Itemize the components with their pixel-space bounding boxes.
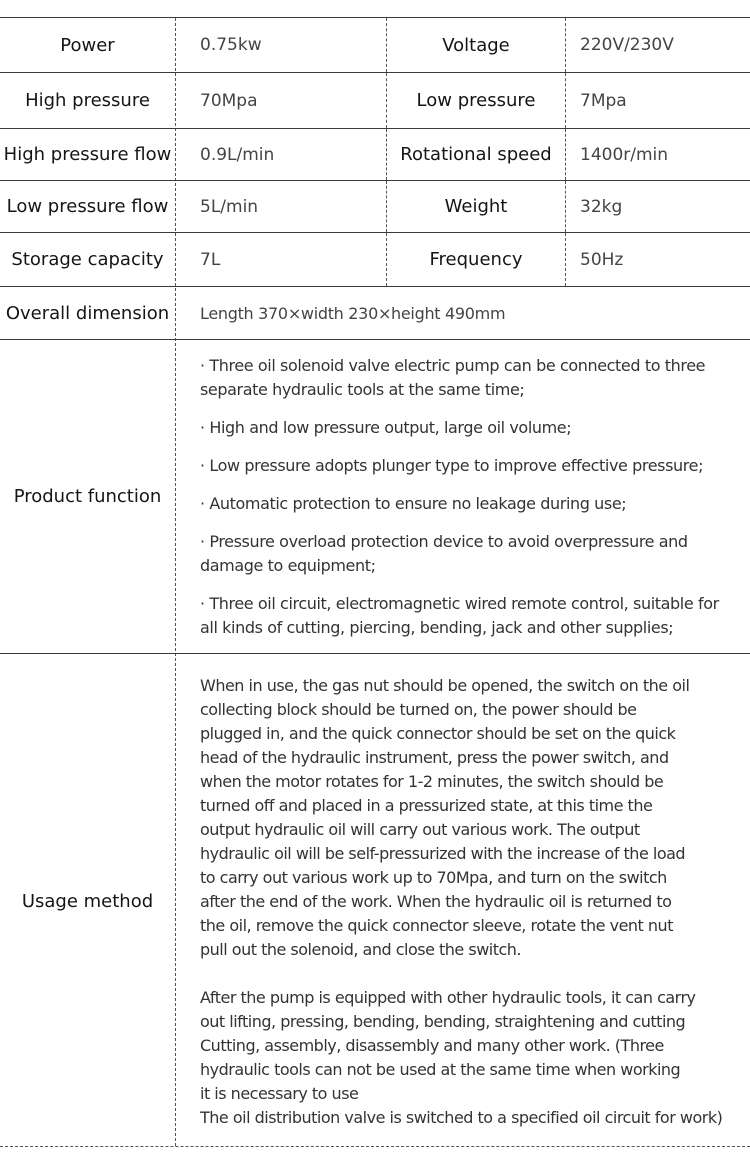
dimension-label: Overall dimension xyxy=(5,302,170,324)
spec-row-capacity-frequency xyxy=(0,233,750,287)
spec-value: 0.75kw xyxy=(200,35,262,55)
spec-label: High pressure xyxy=(25,90,150,111)
spec-value: 220V/230V xyxy=(580,35,674,55)
usage-label: Usage method xyxy=(21,890,154,912)
spec-row-flow-speed xyxy=(0,129,750,181)
function-list xyxy=(200,340,732,653)
spec-label: Rotational speed xyxy=(386,129,566,180)
function-label: Product function xyxy=(13,486,162,507)
spec-label: Storage capacity xyxy=(11,249,164,270)
function-item: · High and low pressure output, large oil volume; xyxy=(200,417,572,437)
function-item: · Three oil solenoid valve electric pump can be connected to three separate hydraulic tools at the same time; xyxy=(200,355,706,399)
spec-label: Low pressure xyxy=(386,73,566,128)
spec-row-low-flow-weight xyxy=(0,181,750,233)
function-item: · Automatic protection to ensure no leakage during use; xyxy=(200,493,627,513)
spec-value: 32kg xyxy=(580,196,623,217)
dimension-value: Length 370×width 230×height 490mm xyxy=(200,303,506,323)
function-item: · Pressure overload protection device to avoid overpressure and damage to equipment; xyxy=(200,531,688,575)
spec-row-pressure xyxy=(0,73,750,129)
function-item: · Low pressure adopts plunger type to improve effective pressure; xyxy=(200,455,704,475)
spec-label: Power xyxy=(60,34,115,56)
usage-paragraph: After the pump is equipped with other hydraulic tools, it can carry out lifting, pressing, bending, bending, straightening and cutting Cutting, assembly, disassembly and many other work. (Three hydraulic tools can not be used at the same time when working it is necessary to use The oil distribution valve is switched to a specified oil circuit for work) xyxy=(200,988,723,1127)
spec-value: 5L/min xyxy=(200,196,259,217)
spec-row-dimension xyxy=(0,287,750,340)
spec-row-function xyxy=(0,340,750,654)
spec-row-power xyxy=(0,18,750,73)
spec-label: Voltage xyxy=(386,18,566,72)
spec-value: 7Mpa xyxy=(580,90,627,111)
usage-text xyxy=(200,674,742,1130)
spec-table xyxy=(0,17,750,1147)
spec-label: High pressure flow xyxy=(3,144,172,165)
spec-value: 1400r/min xyxy=(580,144,669,165)
function-item: · Three oil circuit, electromagnetic wired remote control, suitable for all kinds of cutting, piercing, bending, jack and other supplies; xyxy=(200,593,719,637)
usage-paragraph: When in use, the gas nut should be opened, the switch on the oil collecting block should be turned on, the power should be plugged in, and the quick connector should be set on the quick head of the hydraulic instrument, press the power switch, and when the motor rotates for 1-2 minutes, the switch should be turned off and placed in a pressurized state, at this time the output hydraulic oil will carry out various work. The output hydraulic oil will be self-pressurized with the increase of the load to carry out various work up to 70Mpa, and turn on the switch after the end of the work. When the hydraulic oil is returned to the oil, remove the quick connector sleeve, rotate the vent nut pull out the solenoid, and close the switch. xyxy=(200,676,690,959)
spec-value: 50Hz xyxy=(580,249,624,270)
spec-label: Low pressure flow xyxy=(6,196,169,217)
spec-label: Frequency xyxy=(386,233,566,286)
spec-value: 0.9L/min xyxy=(200,144,275,165)
spec-value: 7L xyxy=(200,249,221,270)
spec-row-usage xyxy=(0,654,750,1148)
spec-value: 70Mpa xyxy=(200,90,258,111)
spec-label: Weight xyxy=(386,181,566,232)
